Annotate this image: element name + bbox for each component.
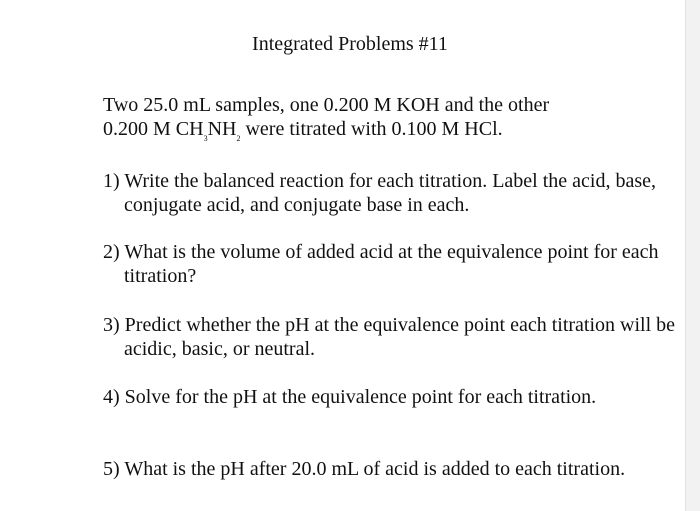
subscript-2: 2 [236,134,241,143]
question-1 [103,169,684,217]
vertical-scrollbar[interactable] [685,0,700,511]
intro-line-1: Two 25.0 mL samples, one 0.200 M KOH and the other [103,94,550,116]
question-text: What is the pH after 20.0 mL of acid is added to each titration. [124,458,626,480]
question-text: Solve for the pH at the equivalence point for each titration. [124,386,597,408]
subscript-3: 3 [203,134,208,143]
question-number: 2) [103,241,120,263]
question-number: 3) [103,314,120,336]
question-2 [103,240,684,288]
question-text: What is the volume of added acid at the equivalence point for each titration? [124,241,659,287]
question-number: 1) [103,170,120,192]
page-title: Integrated Problems #11 [252,33,448,55]
question-5 [103,457,684,481]
intro-line-2-prefix: 0.200 M CH [103,118,204,140]
question-text: Predict whether the pH at the equivalence point each titration will be acidic, basic, or neutral. [124,314,676,360]
question-3 [103,313,684,361]
question-number: 5) [103,458,120,480]
question-text: Write the balanced reaction for each titration. Label the acid, base, conjugate acid, and conjugate base in each. [124,170,657,216]
problem-intro [103,93,663,141]
intro-line-2-suffix: were titrated with 0.100 M HCl. [240,118,503,140]
question-4 [103,385,684,409]
question-number: 4) [103,386,120,408]
intro-nh: NH [207,118,237,140]
